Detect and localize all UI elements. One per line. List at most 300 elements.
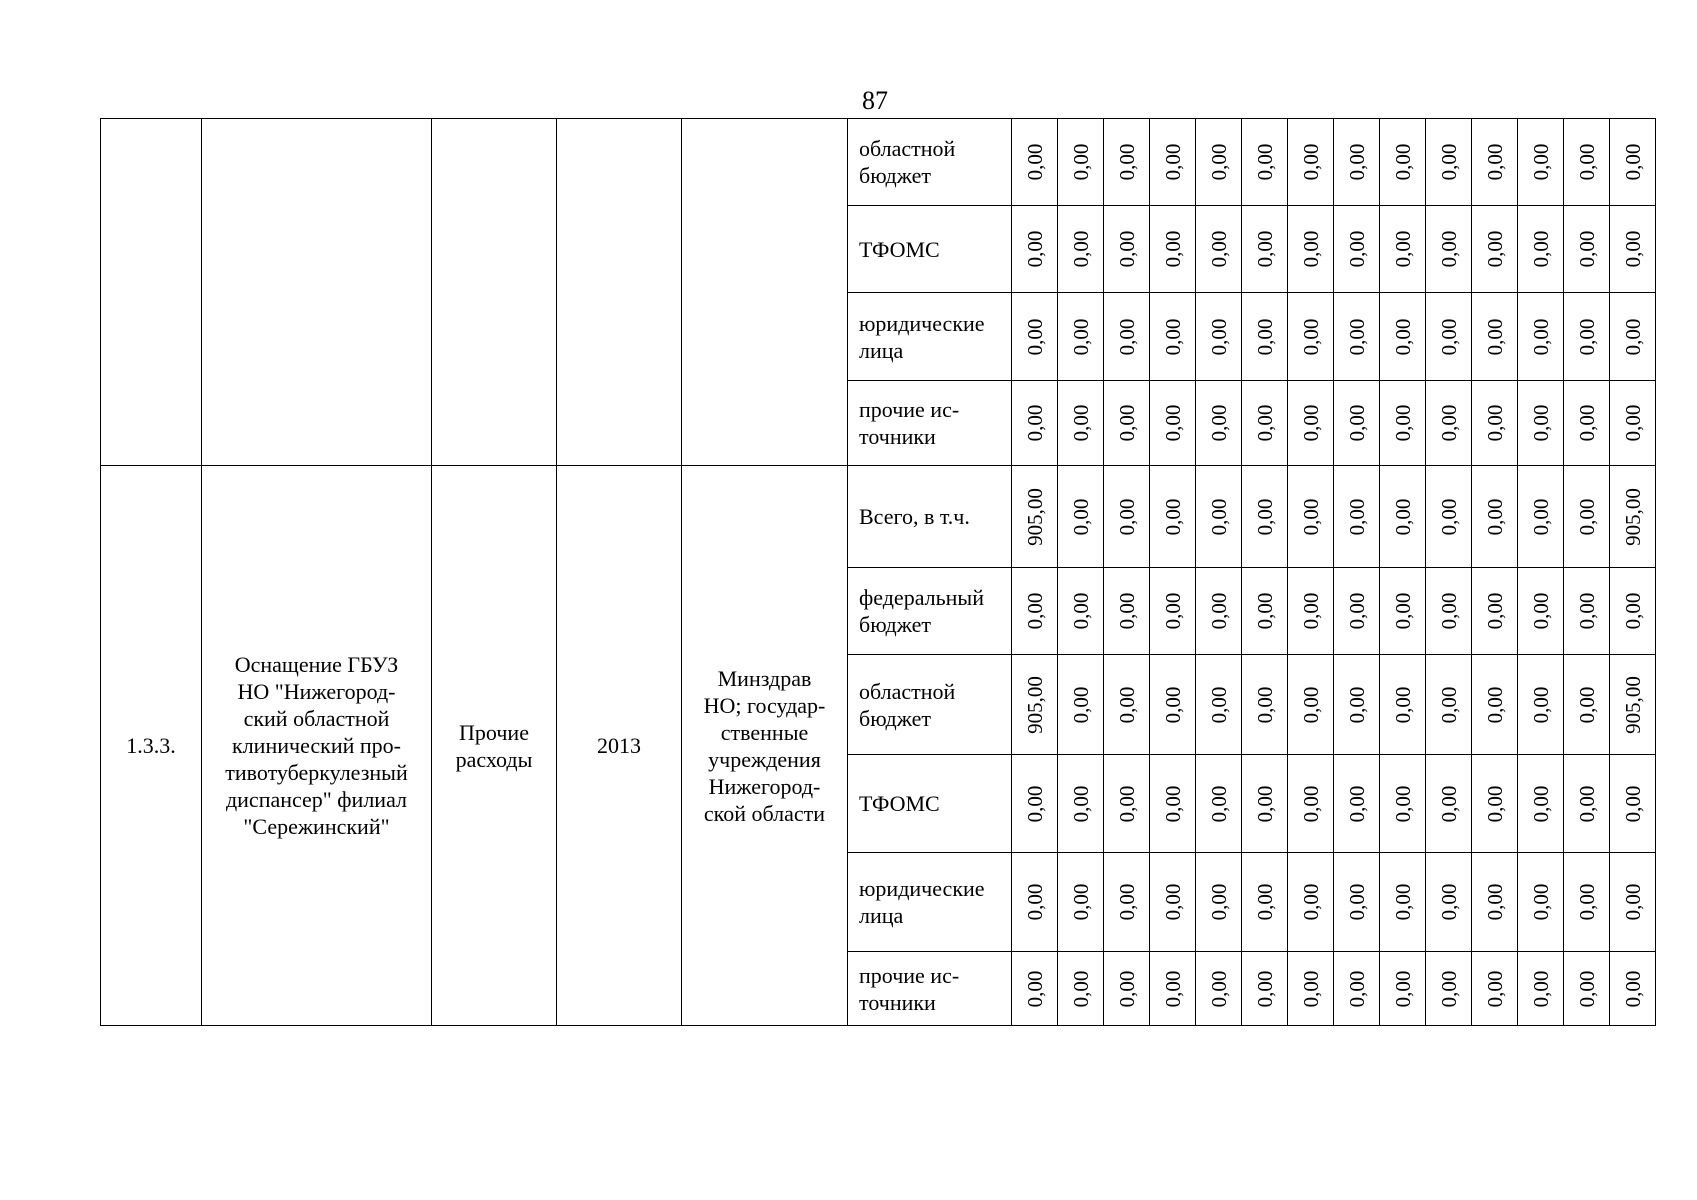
amount-value: 0,00 <box>1068 143 1093 181</box>
amount-cell <box>1380 952 1426 1026</box>
amount-cell <box>1150 952 1196 1026</box>
amount-cell <box>1610 466 1656 568</box>
amount-cell <box>1564 206 1610 293</box>
amount-value: 0,00 <box>1114 143 1139 181</box>
amount-value: 0,00 <box>1574 785 1599 822</box>
amount-cell <box>1426 655 1472 755</box>
amount-value: 0,00 <box>1252 785 1277 822</box>
amount-value: 0,00 <box>1528 498 1553 535</box>
amount-cell <box>1610 952 1656 1026</box>
amount-cell <box>1104 381 1150 466</box>
amount-value: 0,00 <box>1344 404 1369 442</box>
amount-cell <box>1288 293 1334 381</box>
amount-cell <box>1380 755 1426 853</box>
funding-source-label: ТФОМС <box>859 236 940 262</box>
amount-cell <box>1288 853 1334 952</box>
amount-value: 0,00 <box>1436 785 1461 822</box>
amount-value: 0,00 <box>1068 498 1093 535</box>
amount-cell <box>1518 853 1564 952</box>
amount-value: 0,00 <box>1436 143 1461 181</box>
amount-value: 0,00 <box>1068 404 1093 442</box>
amount-value: 0,00 <box>1390 318 1415 355</box>
amount-value: 0,00 <box>1620 883 1645 921</box>
amount-value: 0,00 <box>1252 230 1277 268</box>
amount-cell <box>1334 568 1380 655</box>
amount-value: 0,00 <box>1528 686 1553 723</box>
amount-cell <box>1058 381 1104 466</box>
amount-cell <box>1150 655 1196 755</box>
amount-value: 0,00 <box>1298 686 1323 723</box>
amount-value: 0,00 <box>1390 785 1415 822</box>
amount-value: 0,00 <box>1574 883 1599 921</box>
amount-cell <box>1610 755 1656 853</box>
amount-cell <box>1426 755 1472 853</box>
amount-value: 0,00 <box>1390 970 1415 1007</box>
funding-source-label: федеральный бюджет <box>859 585 984 637</box>
amount-cell <box>1426 206 1472 293</box>
amount-cell <box>1472 119 1518 206</box>
amount-value: 0,00 <box>1482 970 1507 1007</box>
entry-executor-cell <box>682 466 848 1026</box>
amount-cell <box>1426 853 1472 952</box>
amount-cell <box>1196 853 1242 952</box>
amount-cell <box>1058 655 1104 755</box>
amount-cell <box>1518 293 1564 381</box>
amount-value: 0,00 <box>1160 404 1185 442</box>
amount-value: 0,00 <box>1344 498 1369 535</box>
funding-source-label: прочие ис- точники <box>859 962 960 1015</box>
amount-value: 0,00 <box>1390 686 1415 723</box>
amount-value: 0,00 <box>1022 785 1047 822</box>
amount-cell <box>1012 655 1058 755</box>
amount-cell <box>1196 466 1242 568</box>
amount-cell <box>1288 119 1334 206</box>
page-number: 87 <box>862 86 888 115</box>
amount-value: 0,00 <box>1068 230 1093 268</box>
amount-value: 0,00 <box>1068 785 1093 822</box>
amount-cell <box>1104 293 1150 381</box>
amount-cell <box>1012 206 1058 293</box>
amount-value: 0,00 <box>1298 143 1323 181</box>
amount-cell <box>1288 466 1334 568</box>
amount-value: 0,00 <box>1390 230 1415 268</box>
amount-value: 0,00 <box>1574 498 1599 535</box>
amount-cell <box>1472 853 1518 952</box>
amount-cell <box>1426 568 1472 655</box>
amount-value: 0,00 <box>1298 318 1323 355</box>
amount-cell <box>1242 466 1288 568</box>
amount-value: 0,00 <box>1574 404 1599 442</box>
amount-cell <box>1058 119 1104 206</box>
entry-number-cell <box>101 466 202 1026</box>
amount-value: 0,00 <box>1022 970 1047 1007</box>
entry-year: 2013 <box>597 733 641 758</box>
amount-value: 0,00 <box>1022 230 1047 268</box>
amount-value: 0,00 <box>1206 230 1231 268</box>
amount-cell <box>1058 755 1104 853</box>
amount-value: 905,00 <box>1022 675 1047 734</box>
amount-cell <box>1610 119 1656 206</box>
amount-value: 905,00 <box>1620 487 1645 546</box>
amount-cell <box>1150 381 1196 466</box>
amount-value: 0,00 <box>1298 883 1323 921</box>
entry-row <box>101 466 1656 568</box>
amount-value: 0,00 <box>1390 404 1415 442</box>
amount-cell <box>1012 293 1058 381</box>
amount-value: 0,00 <box>1436 970 1461 1007</box>
amount-value: 0,00 <box>1160 785 1185 822</box>
amount-value: 0,00 <box>1390 498 1415 535</box>
amount-cell <box>1610 206 1656 293</box>
amount-cell <box>1564 466 1610 568</box>
amount-value: 0,00 <box>1528 592 1553 630</box>
amount-cell <box>1518 755 1564 853</box>
amount-value: 0,00 <box>1160 230 1185 268</box>
amount-value: 0,00 <box>1482 883 1507 921</box>
amount-cell <box>1104 655 1150 755</box>
amount-cell <box>1564 381 1610 466</box>
amount-cell <box>1426 119 1472 206</box>
amount-cell <box>1104 952 1150 1026</box>
amount-cell <box>1242 853 1288 952</box>
amount-cell <box>1334 755 1380 853</box>
amount-cell <box>1150 119 1196 206</box>
amount-cell <box>1610 853 1656 952</box>
amount-cell <box>1380 853 1426 952</box>
amount-value: 0,00 <box>1574 686 1599 723</box>
amount-cell <box>1150 293 1196 381</box>
amount-cell <box>1564 655 1610 755</box>
amount-value: 0,00 <box>1252 883 1277 921</box>
amount-cell <box>1518 119 1564 206</box>
amount-value: 0,00 <box>1620 143 1645 181</box>
amount-cell <box>1564 853 1610 952</box>
amount-value: 0,00 <box>1528 143 1553 181</box>
amount-value: 0,00 <box>1252 970 1277 1007</box>
funding-source-cell <box>848 853 1012 952</box>
funding-source-cell <box>848 381 1012 466</box>
amount-cell <box>1380 568 1426 655</box>
amount-value: 0,00 <box>1114 970 1139 1007</box>
amount-value: 0,00 <box>1482 498 1507 535</box>
funding-source-label: юридические лица <box>859 876 985 928</box>
amount-value: 0,00 <box>1206 318 1231 355</box>
amount-value: 0,00 <box>1574 592 1599 630</box>
amount-cell <box>1518 952 1564 1026</box>
amount-cell <box>1012 381 1058 466</box>
amount-value: 0,00 <box>1482 686 1507 723</box>
amount-cell <box>1058 293 1104 381</box>
amount-value: 0,00 <box>1298 404 1323 442</box>
amount-value: 0,00 <box>1620 318 1645 355</box>
amount-cell <box>1472 755 1518 853</box>
amount-value: 0,00 <box>1206 686 1231 723</box>
amount-value: 0,00 <box>1528 230 1553 268</box>
amount-cell <box>1196 381 1242 466</box>
amount-value: 0,00 <box>1528 318 1553 355</box>
amount-cell <box>1058 206 1104 293</box>
entry-year-cell <box>557 466 682 1026</box>
year-cell-empty <box>557 119 682 466</box>
amount-value: 0,00 <box>1160 143 1185 181</box>
amount-value: 0,00 <box>1160 686 1185 723</box>
amount-value: 0,00 <box>1482 785 1507 822</box>
amount-value: 0,00 <box>1344 143 1369 181</box>
amount-cell <box>1196 655 1242 755</box>
amount-value: 0,00 <box>1436 404 1461 442</box>
amount-cell <box>1334 381 1380 466</box>
amount-value: 0,00 <box>1206 404 1231 442</box>
funding-source-label: ТФОМС <box>859 791 940 816</box>
amount-value: 0,00 <box>1528 970 1553 1007</box>
amount-value: 0,00 <box>1298 230 1323 268</box>
amount-cell <box>1518 568 1564 655</box>
amount-cell <box>1288 755 1334 853</box>
amount-cell <box>1380 293 1426 381</box>
amount-value: 0,00 <box>1482 404 1507 442</box>
amount-value: 0,00 <box>1390 143 1415 181</box>
amount-value: 0,00 <box>1252 143 1277 181</box>
amount-value: 0,00 <box>1436 318 1461 355</box>
entry-expense-type-cell <box>432 466 557 1026</box>
amount-value: 0,00 <box>1528 883 1553 921</box>
amount-cell <box>1150 853 1196 952</box>
amount-cell <box>1104 206 1150 293</box>
amount-cell <box>1242 206 1288 293</box>
funding-source-cell <box>848 655 1012 755</box>
funding-source-label: областной бюджет <box>859 136 956 188</box>
amount-value: 0,00 <box>1574 230 1599 268</box>
amount-value: 0,00 <box>1252 404 1277 442</box>
amount-value: 0,00 <box>1620 592 1645 630</box>
amount-cell <box>1518 466 1564 568</box>
funding-source-cell <box>848 119 1012 206</box>
amount-value: 0,00 <box>1022 883 1047 921</box>
entry-executor: Минздрав НО; государ- ственные учреждения Нижегород- ской области <box>703 665 826 826</box>
amount-cell <box>1564 293 1610 381</box>
amount-cell <box>1472 381 1518 466</box>
amount-value: 0,00 <box>1114 404 1139 442</box>
amount-cell <box>1472 655 1518 755</box>
amount-cell <box>1104 755 1150 853</box>
amount-value: 0,00 <box>1114 785 1139 822</box>
amount-cell <box>1288 655 1334 755</box>
entry-name: Оснащение ГБУЗ НО "Нижегород- ский областной клинический про- тивотуберкулезный диспансер" филиал "Сережинский" <box>225 652 408 839</box>
amount-cell <box>1242 119 1288 206</box>
amount-cell <box>1150 466 1196 568</box>
amount-cell <box>1242 293 1288 381</box>
amount-value: 0,00 <box>1252 498 1277 535</box>
amount-value: 0,00 <box>1206 970 1231 1007</box>
amount-value: 0,00 <box>1390 592 1415 630</box>
amount-cell <box>1518 655 1564 755</box>
amount-value: 0,00 <box>1022 318 1047 355</box>
amount-cell <box>1012 568 1058 655</box>
amount-cell <box>1196 206 1242 293</box>
amount-value: 0,00 <box>1160 592 1185 630</box>
amount-value: 0,00 <box>1160 498 1185 535</box>
funding-source-label: прочие ис- точники <box>859 397 960 449</box>
amount-value: 0,00 <box>1114 883 1139 921</box>
amount-cell <box>1104 119 1150 206</box>
amount-value: 0,00 <box>1206 498 1231 535</box>
amount-value: 0,00 <box>1022 143 1047 181</box>
amount-cell <box>1058 853 1104 952</box>
amount-cell <box>1058 568 1104 655</box>
amount-value: 0,00 <box>1344 230 1369 268</box>
expense-type-cell-empty <box>432 119 557 466</box>
number-cell-empty <box>101 119 202 466</box>
amount-value: 0,00 <box>1344 592 1369 630</box>
entry-expense-type: Прочие расходы <box>455 719 533 772</box>
funding-source-cell <box>848 293 1012 381</box>
amount-value: 0,00 <box>1298 785 1323 822</box>
amount-cell <box>1196 568 1242 655</box>
amount-cell <box>1012 119 1058 206</box>
amount-value: 0,00 <box>1344 785 1369 822</box>
amount-cell <box>1518 206 1564 293</box>
amount-value: 0,00 <box>1482 143 1507 181</box>
amount-value: 0,00 <box>1114 230 1139 268</box>
amount-cell <box>1334 206 1380 293</box>
amount-cell <box>1104 568 1150 655</box>
amount-value: 0,00 <box>1022 404 1047 442</box>
name-cell-empty <box>202 119 432 466</box>
amount-value: 0,00 <box>1528 404 1553 442</box>
amount-cell <box>1196 755 1242 853</box>
amount-cell <box>1472 293 1518 381</box>
amount-value: 0,00 <box>1160 970 1185 1007</box>
amount-value: 0,00 <box>1344 318 1369 355</box>
amount-value: 0,00 <box>1436 592 1461 630</box>
funding-source-cell <box>848 206 1012 293</box>
amount-value: 905,00 <box>1022 487 1047 546</box>
amount-cell <box>1288 206 1334 293</box>
amount-value: 0,00 <box>1482 318 1507 355</box>
funding-source-label: Всего, в т.ч. <box>859 504 970 529</box>
amount-value: 0,00 <box>1022 592 1047 630</box>
amount-value: 0,00 <box>1574 318 1599 355</box>
amount-value: 0,00 <box>1206 143 1231 181</box>
amount-value: 0,00 <box>1068 318 1093 355</box>
continuation-row <box>101 119 1656 206</box>
amount-cell <box>1610 655 1656 755</box>
amount-cell <box>1380 119 1426 206</box>
amount-cell <box>1334 952 1380 1026</box>
amount-cell <box>1288 381 1334 466</box>
amount-value: 0,00 <box>1620 230 1645 268</box>
amount-value: 0,00 <box>1068 883 1093 921</box>
amount-cell <box>1196 119 1242 206</box>
amount-value: 0,00 <box>1252 592 1277 630</box>
amount-cell <box>1380 655 1426 755</box>
amount-cell <box>1472 206 1518 293</box>
amount-value: 0,00 <box>1252 686 1277 723</box>
amount-value: 0,00 <box>1298 970 1323 1007</box>
amount-cell <box>1564 119 1610 206</box>
amount-cell <box>1104 466 1150 568</box>
amount-value: 0,00 <box>1620 970 1645 1007</box>
amount-value: 0,00 <box>1252 318 1277 355</box>
amount-cell <box>1380 381 1426 466</box>
amount-cell <box>1610 568 1656 655</box>
amount-value: 0,00 <box>1114 318 1139 355</box>
amount-cell <box>1242 381 1288 466</box>
amount-cell <box>1104 853 1150 952</box>
amount-value: 0,00 <box>1114 686 1139 723</box>
amount-value: 0,00 <box>1344 970 1369 1007</box>
amount-value: 0,00 <box>1436 686 1461 723</box>
amount-cell <box>1472 568 1518 655</box>
amount-value: 0,00 <box>1620 785 1645 822</box>
amount-cell <box>1564 568 1610 655</box>
funding-source-label: областной бюджет <box>859 678 956 731</box>
amount-value: 0,00 <box>1390 883 1415 921</box>
amount-value: 0,00 <box>1206 785 1231 822</box>
amount-cell <box>1472 952 1518 1026</box>
amount-cell <box>1472 466 1518 568</box>
amount-cell <box>1426 293 1472 381</box>
amount-value: 0,00 <box>1574 970 1599 1007</box>
amount-cell <box>1426 381 1472 466</box>
amount-cell <box>1426 952 1472 1026</box>
amount-value: 0,00 <box>1482 592 1507 630</box>
amount-cell <box>1426 466 1472 568</box>
amount-value: 0,00 <box>1482 230 1507 268</box>
amount-cell <box>1380 206 1426 293</box>
amount-cell <box>1242 655 1288 755</box>
amount-cell <box>1150 206 1196 293</box>
amount-value: 0,00 <box>1574 143 1599 181</box>
amount-cell <box>1334 466 1380 568</box>
amount-cell <box>1012 853 1058 952</box>
amount-value: 0,00 <box>1114 498 1139 535</box>
funding-source-cell <box>848 466 1012 568</box>
amount-cell <box>1242 568 1288 655</box>
amount-value: 0,00 <box>1068 970 1093 1007</box>
amount-cell <box>1334 655 1380 755</box>
amount-value: 0,00 <box>1436 883 1461 921</box>
amount-value: 0,00 <box>1068 592 1093 630</box>
amount-cell <box>1334 853 1380 952</box>
amount-value: 0,00 <box>1068 686 1093 723</box>
funding-source-cell <box>848 568 1012 655</box>
amount-cell <box>1012 755 1058 853</box>
amount-cell <box>1334 293 1380 381</box>
amount-value: 0,00 <box>1298 498 1323 535</box>
amount-value: 0,00 <box>1160 883 1185 921</box>
funding-table <box>100 118 1656 1026</box>
amount-value: 0,00 <box>1114 592 1139 630</box>
amount-cell <box>1196 952 1242 1026</box>
amount-cell <box>1150 755 1196 853</box>
amount-cell <box>1242 952 1288 1026</box>
amount-cell <box>1196 293 1242 381</box>
amount-value: 0,00 <box>1298 592 1323 630</box>
amount-cell <box>1012 952 1058 1026</box>
entry-number: 1.3.3. <box>126 733 176 758</box>
amount-cell <box>1242 755 1288 853</box>
amount-cell <box>1610 381 1656 466</box>
amount-value: 0,00 <box>1206 883 1231 921</box>
amount-cell <box>1058 466 1104 568</box>
amount-cell <box>1012 466 1058 568</box>
amount-value: 0,00 <box>1528 785 1553 822</box>
amount-cell <box>1564 952 1610 1026</box>
funding-source-cell <box>848 952 1012 1026</box>
amount-value: 0,00 <box>1206 592 1231 630</box>
amount-cell <box>1288 568 1334 655</box>
